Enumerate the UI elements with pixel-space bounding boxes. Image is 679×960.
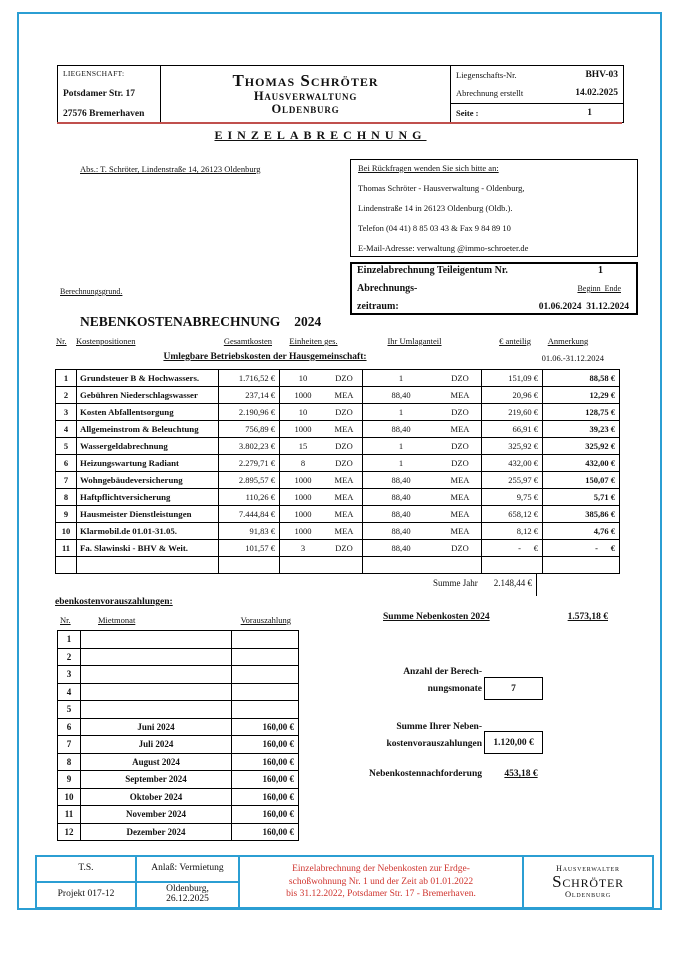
cost-table-row [56, 488, 619, 505]
cell-umlaganteil: 1 DZO [363, 404, 482, 420]
prepayment-row [58, 788, 298, 806]
cell-einheiten: 10 DZO [280, 404, 363, 420]
cell-mietmonat: September 2024 [81, 771, 232, 788]
cell-monat-nr: 7 [58, 736, 81, 753]
cell-kostenposition [77, 557, 219, 573]
cell-kostenposition: Wohngebäudeversicherung [77, 472, 219, 488]
cell-nr: 1 [56, 370, 77, 386]
cell-anmerkung [543, 557, 619, 573]
cell-mietmonat [81, 701, 232, 718]
cell-umlaganteil: 88,40 MEA [363, 506, 482, 522]
prepayment-row [58, 700, 298, 718]
footer-anlass: Anlaß: Vermietung [151, 863, 224, 874]
unit-number: 1 [598, 265, 603, 276]
nachforderung-value: 453,18 € [504, 769, 538, 779]
cell-vorauszahlung: 160,00 € [262, 739, 294, 749]
cell-mietmonat: Juni 2024 [81, 719, 232, 736]
summe-nebenkosten-line [383, 612, 608, 622]
footer-note-line3: bis 31.12.2022, Potsdamer Str. 17 - Bremerhaven. [286, 889, 476, 900]
cell-gesamtkosten: 3.802,23 € [219, 438, 280, 454]
document-title: EINZELABRECHNUNG [214, 128, 427, 142]
statement-title [80, 314, 321, 330]
cell-monat-nr: 10 [58, 789, 81, 806]
cost-table-row [56, 556, 619, 573]
cell-nr: 9 [56, 506, 77, 522]
cell-kostenposition: Hausmeister Dienstleistungen [77, 506, 219, 522]
cost-table-subheader: Umlegbare Betriebskosten der Hausgemeinschaft: [163, 352, 367, 362]
cell-anmerkung: 4,76 € [593, 526, 615, 536]
cell-nr: 11 [56, 540, 77, 556]
prepayment-row [58, 648, 298, 666]
cell-gesamtkosten: 7.444,84 € [219, 506, 280, 522]
contact-title: Bei Rückfragen wenden Sie sich bitte an: [358, 163, 499, 173]
col-header-anteilig: € anteilig [499, 336, 531, 346]
footer-initials: T.S. [78, 863, 94, 874]
period-columns-label: Beginn Ende [577, 284, 621, 293]
cell-anteilig: - € [482, 540, 543, 556]
contact-line: Telefon (04 41) 8 85 03 43 & Fax 9 84 89 10 [358, 223, 511, 233]
cell-mietmonat [81, 649, 232, 666]
cell-vorauszahlung [232, 631, 298, 648]
cell-anmerkung: 432,00 € [585, 458, 615, 468]
cell-anmerkung: 12,29 € [589, 390, 615, 400]
cost-table-row [56, 471, 619, 488]
cell-anmerkung: 385,86 € [585, 509, 615, 519]
cell-kostenposition: Haftpflichtversicherung [77, 489, 219, 505]
prepayments-section-label: ebenkostenvorauszahlungen: [55, 597, 173, 607]
cell-monat-nr: 6 [58, 719, 81, 736]
cell-gesamtkosten: 2.279,71 € [219, 455, 280, 471]
cell-monat-nr: 3 [58, 666, 81, 683]
cell-nr: 7 [56, 472, 77, 488]
cell-kostenposition: Fa. Slawinski - BHV & Weit. [77, 540, 219, 556]
cell-nr: 3 [56, 404, 77, 420]
prepayment-row [58, 823, 298, 841]
cell-anmerkung: 39,23 € [589, 424, 615, 434]
cell-mietmonat: Dezember 2024 [81, 824, 232, 841]
cost-table-header [56, 336, 605, 346]
cell-monat-nr: 12 [58, 824, 81, 841]
berechnungsgrund-label: Berechnungsgrund. [60, 287, 123, 296]
company-block [161, 66, 450, 122]
cell-vorauszahlung: 160,00 € [262, 774, 294, 784]
cell-einheiten: 1000 MEA [280, 523, 363, 539]
cell-kostenposition: Heizungswartung Radiant [77, 455, 219, 471]
cell-anteilig: 432,00 € [482, 455, 543, 471]
property-number-label: Liegenschafts-Nr. [456, 70, 517, 81]
cell-umlaganteil: 88,40 MEA [363, 472, 482, 488]
footer-note-line2: schoßwohnung Nr. 1 und der Zeit ab 01.01.2022 [288, 876, 474, 887]
prepayments-table [57, 630, 299, 841]
header-divider-rule [57, 122, 622, 124]
cost-table-row [56, 539, 619, 556]
cell-einheiten: 1000 MEA [280, 506, 363, 522]
cell-vorauszahlung: 160,00 € [262, 756, 294, 767]
footer-col-anlass [137, 857, 240, 907]
cell-mietmonat [81, 631, 232, 648]
cell-umlaganteil: 88,40 MEA [363, 523, 482, 539]
summe-nebenkosten-value: 1.573,18 € [567, 612, 608, 622]
created-label: Abrechnung erstellt [456, 88, 524, 99]
unit-statement-box [350, 262, 638, 315]
contact-line: Thomas Schröter - Hausverwaltung - Oldenburg, [358, 183, 525, 193]
cell-anmerkung: 150,07 € [585, 475, 615, 485]
cell-kostenposition: Grundsteuer B & Hochwassers. [77, 370, 219, 386]
cost-table-row [56, 386, 619, 403]
cell-anteilig: 66,91 € [482, 421, 543, 437]
col-header-einheiten: Einheiten ges. [289, 336, 338, 346]
letterhead [57, 65, 624, 123]
berechnungsmonate-label-line1: Anzahl der Berech- [403, 667, 482, 677]
footer-logo-line3: Oldenburg [564, 889, 611, 900]
prepayments-table-rows [58, 631, 298, 840]
cell-vorauszahlung: 160,00 € [262, 791, 294, 802]
col-header-mietmonat: Mietmonat [98, 615, 136, 625]
contact-email-line: E-Mail-Adresse: verwaltung @immo-schroeter.de [358, 243, 529, 253]
company-line2: Hausverwaltung [253, 88, 358, 103]
cell-anteilig: 325,92 € [482, 438, 543, 454]
vorauszahlungen-label-line2: kostenvorauszahlungen [386, 739, 482, 749]
property-city: 27576 Bremerhaven [63, 109, 145, 119]
footer-bar [35, 855, 654, 909]
footer-ort-datum [137, 881, 238, 907]
cell-monat-nr: 4 [58, 684, 81, 701]
cell-anmerkung: 88,58 € [589, 373, 615, 383]
cost-table-row [56, 454, 619, 471]
col-header-kostenpositionen: Kostenpositionen [76, 336, 136, 346]
cell-vorauszahlung [232, 649, 298, 666]
cell-anteilig: 219,60 € [482, 404, 543, 420]
cell-monat-nr: 8 [58, 754, 81, 771]
cell-anmerkung: 325,92 € [585, 441, 615, 451]
prepayments-table-header [57, 615, 293, 625]
col-header-pm-nr: Nr. [60, 615, 71, 625]
col-header-anmerkung: Anmerkung [547, 336, 589, 346]
prepayment-row [58, 805, 298, 823]
cost-table-rows [56, 370, 619, 573]
cell-anmerkung: 128,75 € [585, 407, 615, 417]
vorauszahlungen-value-box: 1.120,00 € [484, 731, 543, 754]
statement-title-text: NEBENKOSTENABRECHNUNG [80, 314, 281, 329]
cell-gesamtkosten: 1.716,52 € [219, 370, 280, 386]
cell-vorauszahlung: 160,00 € [262, 809, 294, 819]
footer-note [240, 857, 524, 907]
footer-datum: 26.12.2025 [166, 894, 209, 904]
footer-logo [524, 857, 652, 907]
company-line3: Oldenburg [271, 101, 340, 116]
cell-mietmonat: Oktober 2024 [81, 789, 232, 806]
period-label-line1: Abrechnungs- [357, 283, 418, 294]
footer-ort: Oldenburg, [166, 884, 209, 895]
cell-kostenposition: Kosten Abfallentsorgung [77, 404, 219, 420]
reference-block [450, 66, 623, 122]
cell-vorauszahlung: 160,00 € [262, 826, 294, 837]
period-label-line2: zeitraum: [357, 301, 399, 312]
footer-logo-line2: Schröter [552, 872, 624, 892]
cell-nr: 10 [56, 523, 77, 539]
prepayment-row [58, 770, 298, 788]
cell-einheiten: 15 DZO [280, 438, 363, 454]
cell-gesamtkosten [219, 557, 280, 573]
prepayment-row [58, 683, 298, 701]
cell-nr: 2 [56, 387, 77, 403]
cost-table-row [56, 403, 619, 420]
cell-nr [56, 557, 77, 573]
footer-project: Projekt 017-12 [37, 881, 135, 907]
prepayment-row [58, 631, 298, 648]
cell-einheiten: 10 DZO [280, 370, 363, 386]
cell-monat-nr: 11 [58, 806, 81, 823]
cell-gesamtkosten: 2.895,57 € [219, 472, 280, 488]
summe-jahr-value: 2.148,44 € [493, 578, 532, 588]
col-header-umlaganteil: Ihr Umlaganteil [387, 336, 442, 346]
cost-table-row [56, 522, 619, 539]
cell-monat-nr: 1 [58, 631, 81, 648]
cell-umlaganteil: 1 DZO [363, 370, 482, 386]
cell-vorauszahlung [232, 701, 298, 718]
nachforderung-label: Nebenkostennachforderung [369, 769, 482, 779]
property-number-value: BHV-03 [585, 70, 618, 81]
summe-nebenkosten-label: Summe Nebenkosten 2024 [383, 612, 490, 622]
col-header-gesamtkosten: Gesamtkosten [223, 336, 272, 346]
cell-einheiten: 1000 MEA [280, 387, 363, 403]
berechnungsmonate-label-line2: nungsmonate [427, 684, 482, 694]
prepayment-row [58, 735, 298, 753]
cell-anteilig: 8,12 € [482, 523, 543, 539]
page-value: 1 [587, 107, 592, 118]
cell-nr: 6 [56, 455, 77, 471]
contact-line: Lindenstraße 14 in 26123 Oldenburg (Oldb.). [358, 203, 513, 213]
vorauszahlungen-label-line1: Summe Ihrer Neben- [396, 722, 482, 732]
sender-line: Abs.: T. Schröter, Lindenstraße 14, 26123 Oldenburg [80, 164, 261, 174]
statement-year: 2024 [294, 314, 322, 329]
cell-umlaganteil: 88,40 MEA [363, 489, 482, 505]
footer-col-project [37, 857, 137, 907]
contact-box [350, 159, 638, 257]
prepayment-row [58, 665, 298, 683]
col-header-vorauszahlung: Vorauszahlung [240, 615, 291, 625]
property-address-block [58, 66, 161, 122]
col-header-nr: Nr. [56, 336, 67, 346]
cell-mietmonat: August 2024 [81, 754, 232, 771]
cell-einheiten: 1000 MEA [280, 421, 363, 437]
cell-kostenposition: Klarmobil.de 01.01-31.05. [77, 523, 219, 539]
cell-gesamtkosten: 101,57 € [219, 540, 280, 556]
cell-mietmonat [81, 666, 232, 683]
cell-gesamtkosten: 2.190,96 € [219, 404, 280, 420]
summe-jahr-line [360, 578, 532, 588]
cost-table-row [56, 437, 619, 454]
cell-umlaganteil: 88,40 MEA [363, 421, 482, 437]
company-name: Thomas Schröter [232, 70, 379, 90]
cell-mietmonat: Juli 2024 [81, 736, 232, 753]
cost-table-row [56, 505, 619, 522]
cell-umlaganteil: 1 DZO [363, 455, 482, 471]
cell-mietmonat [81, 684, 232, 701]
property-street: Potsdamer Str. 17 [63, 88, 136, 99]
table-border-extension [536, 573, 537, 596]
cell-vorauszahlung [232, 666, 298, 683]
period-value: 01.06.2024 31.12.2024 [538, 302, 629, 312]
cell-vorauszahlung [232, 684, 298, 701]
cell-kostenposition: Gebühren Niederschlagswasser [77, 387, 219, 403]
cell-umlaganteil: 88,40 DZO [363, 540, 482, 556]
cell-einheiten: 8 DZO [280, 455, 363, 471]
cell-nr: 8 [56, 489, 77, 505]
cost-table [55, 369, 620, 574]
cell-anteilig: 151,09 € [482, 370, 543, 386]
footer-note-line1: Einzelabrechnung der Nebenkosten zur Erdge- [292, 864, 470, 875]
cell-kostenposition: Allgemeinstrom & Beleuchtung [77, 421, 219, 437]
cost-table-row [56, 420, 619, 437]
cell-anteilig: 255,97 € [482, 472, 543, 488]
cell-einheiten: 1000 MEA [280, 489, 363, 505]
cell-anteilig [482, 557, 543, 573]
page-label: Seite : [456, 107, 479, 118]
berechnungsmonate-value-box: 7 [484, 677, 543, 700]
prepayment-row [58, 753, 298, 771]
cell-gesamtkosten: 756,89 € [219, 421, 280, 437]
cost-table-subheader-period: 01.06.-31.12.2024 [541, 353, 604, 363]
cell-anteilig: 658,12 € [482, 506, 543, 522]
cell-gesamtkosten: 110,26 € [219, 489, 280, 505]
cell-einheiten: 1000 MEA [280, 472, 363, 488]
prepayment-row [58, 718, 298, 736]
vorauszahlungen-label [340, 719, 482, 753]
footer-logo-line1: Hausverwalter [556, 864, 620, 874]
cell-kostenposition: Wassergeldabrechnung [77, 438, 219, 454]
cell-gesamtkosten: 91,83 € [219, 523, 280, 539]
cell-einheiten [280, 557, 363, 573]
cost-table-row [56, 370, 619, 386]
cell-anmerkung: 5,71 € [593, 492, 615, 502]
cell-monat-nr: 9 [58, 771, 81, 788]
cell-nr: 5 [56, 438, 77, 454]
cell-vorauszahlung: 160,00 € [262, 721, 294, 732]
summe-jahr-label: Summe Jahr [433, 578, 478, 588]
unit-box-title: Einzelabrechnung Teileigentum Nr. [357, 265, 508, 276]
cell-umlaganteil [363, 557, 482, 573]
cell-mietmonat: November 2024 [81, 806, 232, 823]
cell-umlaganteil: 1 DZO [363, 438, 482, 454]
cell-monat-nr: 5 [58, 701, 81, 718]
cell-anteilig: 20,96 € [482, 387, 543, 403]
created-value: 14.02.2025 [575, 88, 618, 99]
cell-nr: 4 [56, 421, 77, 437]
cell-umlaganteil: 88,40 MEA [363, 387, 482, 403]
cell-anteilig: 9,75 € [482, 489, 543, 505]
cell-anmerkung: - € [595, 543, 615, 553]
cell-einheiten: 3 DZO [280, 540, 363, 556]
cell-gesamtkosten: 237,14 € [219, 387, 280, 403]
berechnungsmonate-label [340, 664, 482, 698]
property-label: LIEGENSCHAFT: [63, 69, 125, 78]
cell-monat-nr: 2 [58, 649, 81, 666]
